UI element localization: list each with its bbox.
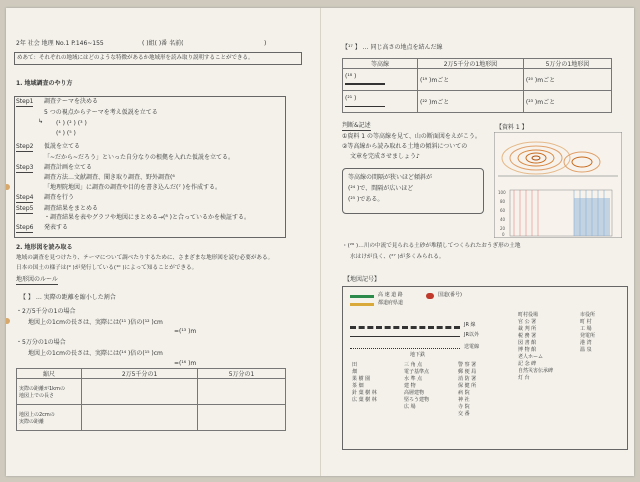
contour-map (494, 132, 622, 238)
legend-rail: JR 線 (464, 322, 476, 328)
step3-line2: 「地理院地図」に調査の調査や目的を書き込んだ(⁷ )を作成する。 (44, 184, 221, 191)
scale50-title: ・5万分の1の場合 (16, 339, 66, 346)
alluvial-line2: 水はけが良く、(²⁷ )が多くみられる。 (350, 254, 445, 260)
section2-intro2: 日本の国土の様子は(⁹ )が発行している(¹⁰ )によって知ることができる。 (16, 265, 198, 271)
answer-line1: 等高線の間隔が狭いほど傾斜が (348, 174, 433, 181)
scale-table-cell (198, 405, 286, 431)
contour-cell: (¹⁹ )mごと (418, 69, 524, 91)
contour-table (342, 58, 612, 113)
section1-title: 1. 地域調査のやり方 (16, 80, 73, 87)
legend-item: 博 物 館 (518, 347, 537, 353)
national-road-icon (426, 293, 434, 299)
legend-item: 町 村 (580, 319, 592, 325)
step5-text: 調査結果をまとめる (44, 205, 99, 212)
contour-header: 5万分の1地形図 (523, 59, 611, 69)
legend-item: 果 樹 園 (352, 376, 371, 382)
step1-line3: (⁴ ) (⁵ ) (56, 130, 76, 137)
legend-item: 針 葉 樹 林 (352, 390, 377, 396)
step1-line2: (¹ ) (² ) (³ ) (56, 120, 87, 127)
judge-title: 判断&記述 (342, 122, 371, 129)
legend-item: 自然災害伝承碑 (518, 368, 554, 374)
legend-item: 警 察 署 (458, 362, 477, 368)
legend-item: 高層建物 (404, 390, 425, 396)
step4-label: Step4 (16, 194, 34, 201)
legend-item: 建 物 (404, 383, 416, 389)
scale50-line2: =(¹⁶ )m (174, 360, 197, 367)
legend-road: 都道府県道 (378, 300, 404, 306)
punch-hole (6, 318, 10, 324)
chart-ytick: 100 (498, 190, 506, 195)
contour-name: (¹⁸ ) (345, 72, 357, 80)
legend-item: 広 葉 樹 林 (352, 397, 377, 403)
contour-header: 等高線 (343, 59, 418, 69)
contour-name: (²¹ ) (345, 94, 357, 102)
symbols-box (342, 286, 628, 450)
scale-table-row-label: 地図上の2cmの 実際の距離 (17, 405, 82, 431)
legend-col2 (404, 362, 429, 411)
legend-rail: 送電線 (464, 344, 480, 350)
close-paren: ) (264, 40, 267, 47)
chart-ytick: 20 (500, 226, 506, 231)
step2-line: 「~だから~だろう」といった自分なりの根拠を入れた仮説を立てる。 (44, 154, 235, 161)
judge-line3: 文章を完成させましょう♪ (350, 153, 420, 160)
legend-item: 郵 便 局 (458, 369, 477, 375)
legend-road: 国道(番号) (438, 292, 462, 298)
legend-item: 茶 畑 (352, 383, 364, 389)
legend-item: 広 場 (404, 404, 416, 410)
symbols-title: 【地図記号】 (344, 276, 381, 283)
legend-item: 市役所 (580, 312, 596, 318)
legend-item: 保 健 所 (458, 383, 477, 389)
contour-row-name (343, 69, 418, 91)
legend-item: 消 防 署 (458, 376, 477, 382)
contour-header: 2万5千分の1地形図 (418, 59, 524, 69)
step1-text: 調査テーマを決める (44, 98, 99, 105)
chart-ytick: 60 (500, 208, 506, 213)
step6-text: 発表する (44, 224, 69, 231)
legend-item: 裁 判 所 (518, 326, 537, 332)
contour-cell: (²² )mごと (418, 91, 524, 113)
worksheet (6, 8, 634, 476)
legend-item: 老人ホーム (518, 354, 544, 360)
legend-item: 神 社 (458, 397, 470, 403)
chart-ytick: 40 (500, 217, 506, 222)
thin-line-icon (345, 106, 385, 107)
scale25-line1: 地図上の1cmの長さは、実際には(¹¹ )倍の(¹² )cm (28, 319, 163, 326)
class-label: ( )組( )番 名前( (142, 40, 184, 47)
legend-item: 電子基準点 (404, 369, 430, 375)
punch-hole (6, 184, 10, 190)
power-line-icon (350, 348, 460, 349)
scale-table-cell (82, 405, 198, 431)
step4-text: 調査を行う (44, 194, 75, 201)
step1-line1: 5 つの視点からテーマを考え仮説を立てる (44, 109, 158, 116)
step3-text: 調査計画を立てる (44, 164, 93, 171)
legend-item: 温 泉 (580, 347, 592, 353)
legend-item: 港 湾 (580, 340, 592, 346)
chart-ytick: 80 (500, 199, 506, 204)
answer-line3: (²⁵ )である。 (348, 196, 384, 203)
legend-item: 税 務 署 (518, 333, 537, 339)
contour-cell: (²⁰ )mごと (523, 69, 611, 91)
contour-cell: (²³ )mごと (523, 91, 611, 113)
scale-table (16, 368, 286, 431)
step3-line1: 調査方法…文献調査、聞き取り調査、野外調査(⁶ (44, 174, 175, 181)
answer-line2: (²⁴ )で、間隔が広いほど (348, 185, 414, 192)
legend-item: 発電所 (580, 333, 596, 339)
alluvial-line1: ・(²⁶ )…川の中流で見られる土砂が堆積してつくられたおうぎ形の土地 (342, 243, 521, 249)
legend-item: 交 番 (458, 411, 470, 417)
legend-item: 寺 院 (458, 404, 470, 410)
scale-table-cell (198, 379, 286, 405)
thick-line-icon (345, 83, 385, 85)
legend-col5 (580, 312, 595, 354)
step3-label: Step3 (16, 164, 34, 171)
step1-label: Step1 (16, 98, 34, 105)
legend-item: 畑 (352, 369, 358, 375)
scale25-line2: =(¹³ )m (174, 328, 197, 335)
legend-item: 田 (352, 362, 358, 368)
legend-item: 堅ろう建物 (404, 397, 430, 403)
rule1: 【 】 … 実際の距離を縮小した割合 (20, 294, 116, 301)
scale50-line1: 地図上の1cmの長さは、実際には(¹⁴ )倍の(¹⁵ )cm (28, 350, 163, 357)
legend-col4 (518, 312, 553, 382)
scale-table-row-label: 実際の距離が1kmの 地図上での長さ (17, 379, 82, 405)
judge-line1: ①資料 1 の等高線を見て、山の断面図をえがこう。 (342, 133, 481, 140)
legend-item: 記 念 碑 (518, 361, 537, 367)
legend-item: 水 準 点 (404, 376, 423, 382)
legend-road: 高 速 道 路 (378, 292, 403, 298)
pref-road-line-icon (350, 303, 374, 306)
contour-title: 【¹⁷ 】 … 同じ高さの地点を結んだ線 (342, 44, 443, 51)
scale-table-cell (82, 379, 198, 405)
scale25-title: ・2万5千分の1の場合 (16, 308, 76, 315)
legend-col1 (352, 362, 377, 404)
legend-item: 工 場 (580, 326, 592, 332)
chart-ytick: 0 (502, 232, 505, 237)
section2-title: 2. 地形図を読み取る (16, 244, 73, 251)
source-label: 【資料 1 】 (496, 124, 528, 131)
legend-item: 灯 台 (518, 375, 530, 381)
legend-item: 官 公 署 (518, 319, 537, 325)
contour-row-name (343, 91, 418, 113)
legend-item: 病 院 (458, 390, 470, 396)
scale-table-header: 5万分の1 (198, 369, 286, 379)
step5-line: ・調査結果を表やグラフや地図にまとめる→(⁸ )と合っているかを検証する。 (44, 214, 251, 221)
step6-label: Step6 (16, 224, 34, 231)
private-rail-line-icon (350, 336, 460, 337)
legend-col3 (458, 362, 476, 418)
highway-line-icon (350, 295, 374, 298)
step5-label: Step5 (16, 205, 34, 212)
judge-line2: ②等高線から読み取れる土地の傾斜についての (342, 143, 468, 150)
legend-rail: JR以外 (464, 332, 479, 338)
scale-table-header: 縮尺 (17, 369, 82, 379)
grade-line: 2年 社会 地理 No.1 P.146~155 (16, 40, 104, 47)
arrow-icon: ↳ (38, 118, 44, 125)
fold-line (320, 8, 321, 476)
step2-text: 仮説を立てる (44, 143, 81, 150)
section2-intro1: 地域の調査を見つけたり、テーマについて調べたりするために、さまざまな地形図を読む必要がある。 (16, 255, 274, 261)
legend-item: 図 書 館 (518, 340, 537, 346)
legend-item: 町村役場 (518, 312, 539, 318)
scale-table-header: 2万5千分の1 (82, 369, 198, 379)
legend-rail: 地下鉄 (410, 352, 426, 358)
legend-item: 三 角 点 (404, 362, 423, 368)
goal-text: めあて：それぞれの地域にはどのような特徴があるか地域形を読み取り説明することができる。 (17, 55, 254, 61)
rail-line-icon (350, 326, 460, 329)
step2-label: Step2 (16, 143, 34, 150)
rule-title: 地形図のルール (16, 276, 58, 283)
